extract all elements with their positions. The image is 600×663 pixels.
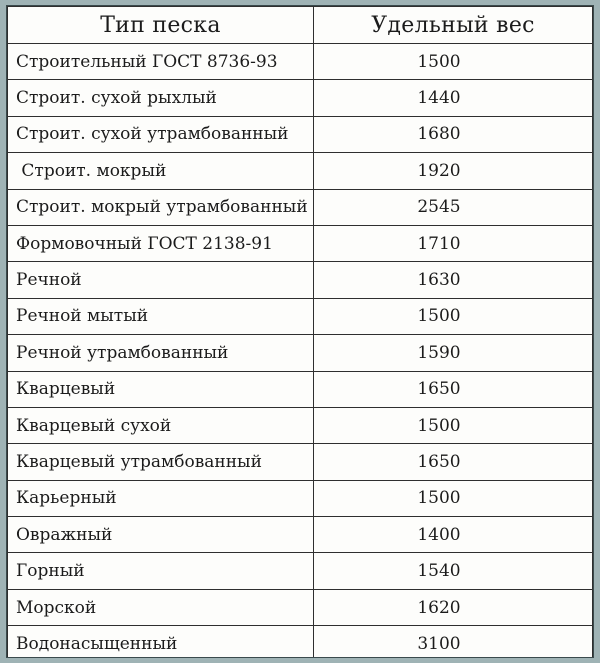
weight-cell: 1630: [314, 262, 593, 298]
weight-cell: 1590: [314, 335, 593, 371]
table-row: [8, 153, 593, 189]
weight-cell: 1500: [314, 44, 593, 80]
sand-type-cell: Овражный: [8, 517, 314, 553]
table-row: [8, 116, 593, 152]
sand-type-cell: Строит. мокрый утрамбованный: [8, 189, 314, 225]
weight-cell: 1680: [314, 116, 593, 152]
sand-type-cell: Речной: [8, 262, 314, 298]
table-row: [8, 44, 593, 80]
sand-type-cell: Формовочный ГОСТ 2138-91: [8, 225, 314, 261]
table-row: [8, 480, 593, 516]
header-specific-weight: Удельный вес: [314, 7, 593, 44]
weight-cell: 1500: [314, 407, 593, 443]
sand-type-cell: Строит. сухой рыхлый: [8, 80, 314, 116]
header-sand-type: Тип песка: [8, 7, 314, 44]
weight-cell: 1500: [314, 298, 593, 334]
table-row: [8, 225, 593, 261]
sand-type-cell: Кварцевый: [8, 371, 314, 407]
table-row: [8, 189, 593, 225]
sand-type-cell: Строит. сухой утрамбованный: [8, 116, 314, 152]
sand-type-cell: Горный: [8, 553, 314, 589]
table-sheet: [6, 5, 594, 658]
sand-type-cell: Речной мытый: [8, 298, 314, 334]
table-row: [8, 589, 593, 625]
weight-cell: 1500: [314, 480, 593, 516]
weight-cell: 1920: [314, 153, 593, 189]
table-row: [8, 407, 593, 443]
sand-type-cell: Кварцевый сухой: [8, 407, 314, 443]
table-row: [8, 626, 593, 658]
weight-cell: 3100: [314, 626, 593, 658]
sand-type-cell: Карьерный: [8, 480, 314, 516]
sand-type-cell: Кварцевый утрамбованный: [8, 444, 314, 480]
sand-type-cell: Водонасыщенный: [8, 626, 314, 658]
sand-type-cell: Морской: [8, 589, 314, 625]
table-row: [8, 444, 593, 480]
table-row: [8, 371, 593, 407]
table-row: [8, 262, 593, 298]
header-row: [8, 7, 593, 44]
weight-cell: 1400: [314, 517, 593, 553]
sand-weight-table: [7, 6, 593, 658]
sand-type-cell: Речной утрамбованный: [8, 335, 314, 371]
sand-type-cell: Строительный ГОСТ 8736-93: [8, 44, 314, 80]
weight-cell: 1650: [314, 444, 593, 480]
sand-type-cell: Строит. мокрый: [8, 153, 314, 189]
weight-cell: 1540: [314, 553, 593, 589]
weight-cell: 1650: [314, 371, 593, 407]
weight-cell: 1620: [314, 589, 593, 625]
weight-cell: 2545: [314, 189, 593, 225]
table-row: [8, 335, 593, 371]
table-row: [8, 553, 593, 589]
weight-cell: 1710: [314, 225, 593, 261]
table-row: [8, 517, 593, 553]
table-row: [8, 298, 593, 334]
weight-cell: 1440: [314, 80, 593, 116]
table-row: [8, 80, 593, 116]
